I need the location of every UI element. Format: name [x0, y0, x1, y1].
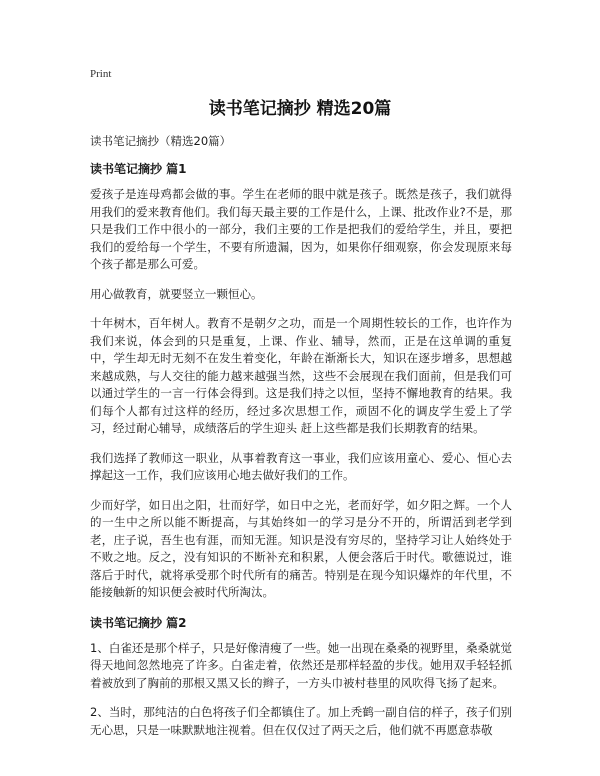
print-label: Print	[90, 68, 112, 80]
section-heading-1: 读书笔记摘抄 篇1	[90, 162, 187, 176]
paragraph: 2、当时，那纯洁的白色将孩子们全都镇住了。加上秃鹤一副自信的样子，孩子们别无心思，只是一味默默地注视着。但在仅仅过了两天之后，他们就不再愿意恭敬	[90, 705, 512, 737]
page-title: 读书笔记摘抄 精选20篇	[208, 99, 392, 119]
paragraph: 十年树木，百年树人。教育不是朝夕之功，而是一个周期性较长的工作，也许作为我们来说，体会到的只是重复，上课、作业、辅导，然而，正是在这单调的重复中，学生却无时无刻不在发生着变化，年龄在渐渐长大，知识在逐步增多，思想越来越成熟，与人交往的能力越来越强当然，这些不会展现在我们面前，但是我们可以通过学生的一言一行体会得到。这是我们持之以恒，坚持不懈地教育的结果。我们每个人都有过这样的经历，经过多次思想工作，顽固不化的调皮学生爱上了学习，经过耐心辅导，成绩落后的学生迎头 赶上这些都是我们长期教育的结果。	[90, 316, 512, 435]
paragraph: 我们选择了教师这一职业，从事着教育这一事业，我们应该用童心、爱心、恒心去撑起这一工作，我们应该用心地去做好我们的工作。	[90, 450, 512, 482]
document-subtitle: 读书笔记摘抄（精选20篇）	[90, 134, 232, 148]
paragraph: 少而好学，如日出之阳，壮而好学，如日中之光，老而好学，如夕阳之辉。一个人的一生中之所以能不断提高，与其始终如一的学习是分不开的，所谓活到老学到老，庄子说，吾生也有涯，而知无涯。知识是没有穷尽的，坚持学习让人始终处于不败之地。反之，没有知识的不断补充和积累，人便会落后于时代。歌德说过，谁落后于时代，就将承受那个时代所有的痛苦。特别是在现今知识爆炸的年代里，不能接触新的知识便会被时代所淘汰。	[90, 497, 512, 599]
paragraph: 用心做教育，就要竖立一颗恒心。	[90, 286, 263, 301]
paragraph: 爱孩子是连母鸡都会做的事。学生在老师的眼中就是孩子。既然是孩子，我们就得用我们的爱来教育他们。我们每天最主要的工作是什么，上课、批改作业?不是，那只是我们工作中很小的一部分，我们主要的工作是把我们的爱给学生，并且，要把我们的爱给每一个学生，不要有所遗漏，因为，如果你仔细观察，你会发现原来每个孩子都是那么可爱。	[90, 187, 512, 271]
paragraph: 1、白雀还是那个样子，只是好像清瘦了一些。她一出现在桑桑的视野里，桑桑就觉得天地间忽然地亮了许多。白雀走着，依然还是那样轻盈的步伐。她用双手轻轻抓着被放到了胸前的那根又黑又长的辫子，一方头巾被村巷里的风吹得飞扬了起来。	[90, 640, 512, 690]
document-body	[90, 132, 512, 751]
section-heading-2: 读书笔记摘抄 篇2	[90, 615, 187, 630]
